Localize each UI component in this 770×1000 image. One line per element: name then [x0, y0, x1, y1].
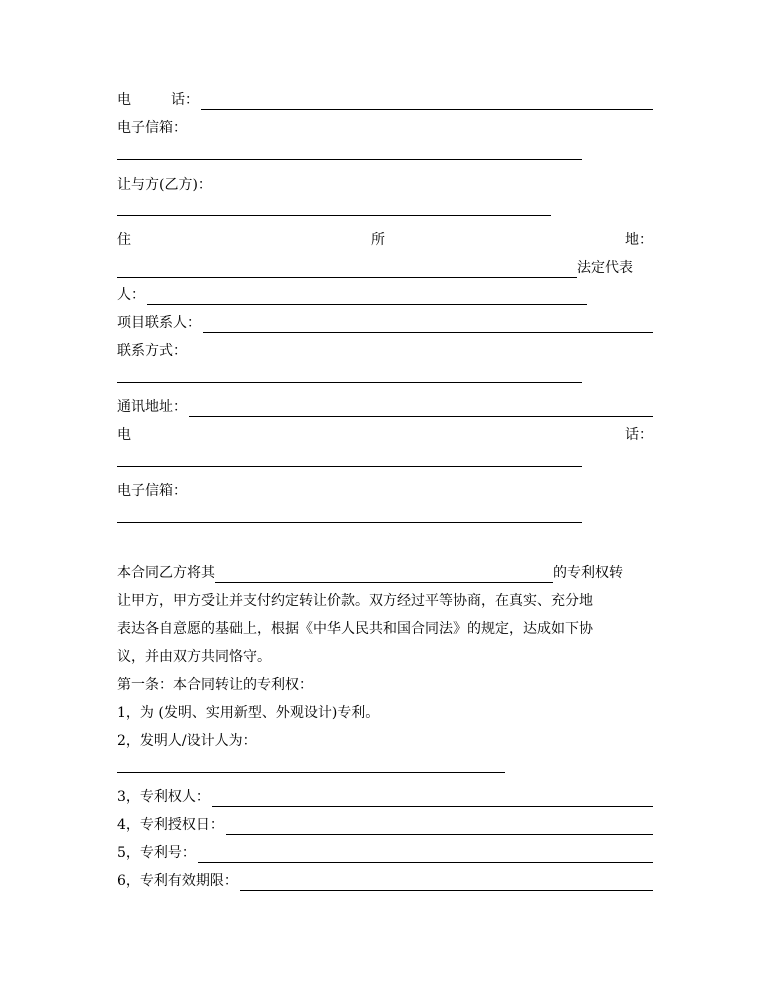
- article-1-title: 第一条：本合同转让的专利权：: [117, 677, 313, 693]
- grant-date-blank: [226, 820, 653, 835]
- article-1-item-6: [117, 871, 653, 891]
- patent-name-blank: [215, 568, 553, 583]
- address-label-c: 地：: [625, 232, 653, 248]
- preamble-line-3: 表达各自意愿的基础上，根据《中华人民共和国合同法》的规定，达成如下协: [117, 621, 593, 637]
- party-a-email-label: 电子信箱：: [117, 120, 187, 136]
- party-b-contact-person-line: [117, 313, 653, 333]
- address-blank: [117, 263, 577, 278]
- party-b-mail-address-line: [117, 397, 653, 417]
- legal-rep-label-a: 法定代表: [577, 260, 633, 276]
- party-b-name-blank: [117, 201, 551, 216]
- party-b-phone-label-a: 电: [117, 427, 131, 443]
- party-b-address-line: [117, 230, 653, 250]
- party-b-email-label: 电子信箱：: [117, 483, 187, 499]
- phone-blank: [201, 95, 653, 110]
- preamble-line-4: 议，并由双方共同恪守。: [117, 649, 271, 665]
- contact-person-blank: [203, 318, 653, 333]
- preamble-text-a: 本合同乙方将其: [117, 565, 215, 581]
- phone-label-b: 话：: [171, 92, 199, 108]
- party-a-email-blank-line: [117, 145, 653, 165]
- address-label-b: 所: [371, 232, 385, 248]
- preamble-line-2: 让甲方，甲方受让并支付约定转让价款。双方经过平等协商，在真实、充分地: [117, 593, 593, 609]
- party-b-email-blank-line: [117, 508, 653, 528]
- contact-person-label: 项目联系人：: [117, 315, 201, 331]
- phone-label-a: 电: [117, 92, 131, 108]
- validity-label: 6，专利有效期限：: [117, 873, 238, 889]
- party-b-email-blank: [117, 508, 582, 523]
- party-b-name-blank-line: [117, 201, 653, 221]
- patentee-blank: [212, 792, 653, 807]
- patent-number-blank: [198, 848, 653, 863]
- article-1-item-4: [117, 815, 653, 835]
- validity-blank: [240, 876, 653, 891]
- preamble-text-b: 的专利权转: [553, 565, 623, 581]
- contact-method-blank: [117, 368, 582, 383]
- article-1-item-1: 1，为 (发明、实用新型、外观设计)专利。: [117, 705, 380, 721]
- mail-address-blank: [189, 402, 653, 417]
- party-b-heading: 让与方(乙方)：: [117, 177, 212, 193]
- party-b-phone-label-b: 话：: [625, 427, 653, 443]
- inventor-blank: [117, 758, 505, 773]
- legal-rep-label-b: 人：: [117, 287, 145, 303]
- grant-date-label: 4，专利授权日：: [117, 817, 224, 833]
- inventor-blank-line: [117, 758, 653, 778]
- article-1-item-3: [117, 787, 653, 807]
- party-b-phone-line: [117, 425, 653, 445]
- party-b-phone-blank-line: [117, 452, 653, 472]
- preamble-line-1: [117, 563, 653, 583]
- party-a-phone-line: [117, 90, 653, 110]
- party-b-phone-blank: [117, 452, 582, 467]
- mail-address-label: 通讯地址：: [117, 399, 187, 415]
- party-b-contact-method-blank-line: [117, 368, 653, 388]
- party-b-contact-method-label: 联系方式：: [117, 343, 187, 359]
- article-1-item-5: [117, 843, 653, 863]
- patentee-label: 3，专利权人：: [117, 789, 210, 805]
- article-1-item-2: 2，发明人/设计人为：: [117, 733, 257, 749]
- party-b-address-blank-line: [117, 258, 653, 278]
- legal-rep-blank: [147, 290, 587, 305]
- address-label-a: 住: [117, 232, 131, 248]
- party-b-legal-rep-line: [117, 285, 653, 305]
- email-blank: [117, 145, 582, 160]
- patent-number-label: 5，专利号：: [117, 845, 196, 861]
